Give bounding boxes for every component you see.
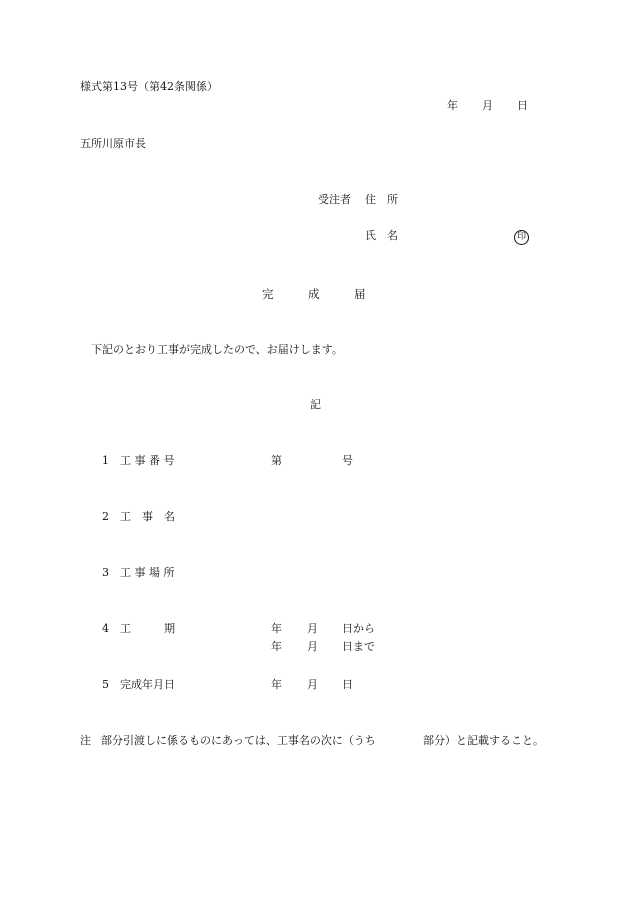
note-label: 注 <box>80 734 91 747</box>
period-from-month: 月 <box>307 622 318 635</box>
form-number: 様式第13号（第42条関係） <box>80 80 218 93</box>
item-suffix: 号 <box>342 454 353 467</box>
intro-text: 下記のとおり工事が完成したので、お届けします。 <box>91 343 343 356</box>
item-number: 3 <box>102 566 109 579</box>
period-from-year: 年 <box>271 622 282 635</box>
period-from-day: 日から <box>342 622 375 635</box>
item-label: 工 事 場 所 <box>120 566 175 579</box>
item-label: 工 事 名 <box>120 510 175 523</box>
seal-mark <box>514 229 529 245</box>
note-text-before: 部分引渡しに係るものにあっては、工事名の次に（うち <box>101 734 376 747</box>
item-number: 2 <box>102 510 109 523</box>
period-to-month: 月 <box>307 640 318 653</box>
note-text-after: 部分）と記載すること。 <box>423 734 544 747</box>
completion-day: 日 <box>342 678 353 691</box>
date-day: 日 <box>517 99 528 112</box>
item-number: 1 <box>102 454 109 467</box>
date-month: 月 <box>482 99 493 112</box>
item-prefix: 第 <box>271 454 282 467</box>
contractor-label: 受注者 <box>318 193 351 206</box>
period-to-year: 年 <box>271 640 282 653</box>
item-number: 4 <box>102 622 109 635</box>
date-year: 年 <box>447 99 458 112</box>
seal-icon: 印 <box>514 230 529 245</box>
completion-year: 年 <box>271 678 282 691</box>
item-label: 工 事 番 号 <box>120 454 175 467</box>
name-label: 氏 名 <box>365 229 398 242</box>
address-label: 住 所 <box>365 193 398 206</box>
item-number: 5 <box>102 678 109 691</box>
item-label: 工 期 <box>120 622 175 635</box>
ki-heading: 記 <box>310 398 321 411</box>
period-to-day: 日まで <box>342 640 375 653</box>
addressee: 五所川原市長 <box>80 137 146 150</box>
item-label: 完成年月日 <box>120 678 175 691</box>
completion-month: 月 <box>307 678 318 691</box>
document-title: 完 成 届 <box>262 287 366 301</box>
